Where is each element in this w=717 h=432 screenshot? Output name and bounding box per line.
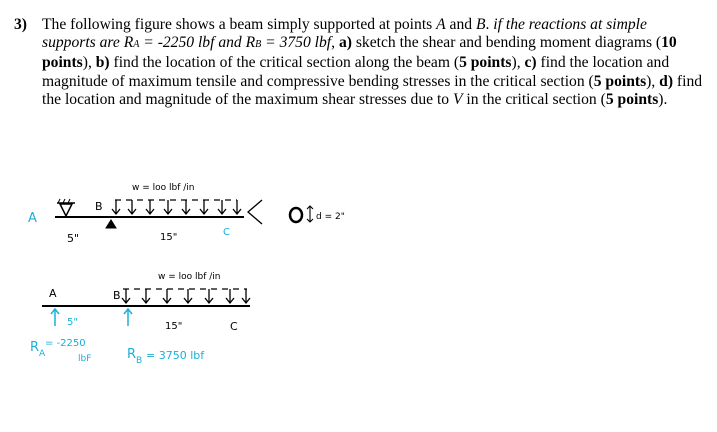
shear-v: V: [452, 90, 463, 108]
reaction-a-value: = -2250: [45, 338, 86, 349]
label-b: B: [95, 200, 103, 213]
text-run: find the location of the critical section along the beam (: [109, 54, 460, 72]
text-run: find the location and magnitude of the maximum shear stresses due to: [42, 72, 703, 108]
load-label: w = loo lbf /in: [158, 272, 221, 282]
part-d-label: d): [659, 72, 674, 90]
text-run: .: [485, 16, 494, 33]
text-run: ),: [646, 72, 660, 90]
label-c: C: [223, 227, 230, 238]
reaction-a-symbol: R: [30, 340, 40, 355]
text-run: and: [445, 16, 476, 33]
text-run: = -2250 lbf and R: [139, 34, 256, 52]
points-c: 5 points: [593, 72, 647, 90]
points-b: 5 points: [459, 54, 512, 72]
reaction-b-value: = 3750 lbf: [146, 349, 205, 362]
part-b-label: b): [95, 54, 110, 72]
text-run: ),: [82, 54, 96, 72]
text-run: if the reactions at simple supports are R: [42, 16, 647, 52]
support-a-icon: [60, 204, 72, 216]
reaction-b-label: [127, 347, 142, 366]
point-b: B: [475, 16, 486, 33]
reaction-a-arrow-icon: [51, 309, 59, 326]
reaction-a-subscript: A: [39, 349, 46, 359]
text-run: find the location and magnitude of maximum tensile and compressive bending stresses in the critical section (: [42, 54, 670, 90]
distributed-load-icon: [112, 200, 241, 214]
subscript-b: B: [255, 39, 262, 51]
figure-2: [30, 272, 250, 366]
text-run: in the critical section (: [462, 90, 606, 108]
figure-1: [28, 183, 345, 245]
dim-bc: 15": [165, 321, 183, 332]
text-run: sketch the shear and bending moment diagrams (: [351, 34, 662, 52]
part-c-label: c): [524, 54, 537, 72]
problem-number: 3): [14, 16, 27, 33]
reaction-b-arrow-icon: [124, 309, 132, 326]
dim-bc: 15": [160, 232, 178, 243]
diameter-marker-icon: [307, 206, 313, 222]
points-d: 5 points: [605, 90, 659, 108]
point-a: A: [436, 16, 446, 33]
text-run: ).: [658, 90, 668, 108]
part-a-label: a): [338, 34, 352, 52]
cross-section-icon: [290, 208, 302, 222]
reaction-a-unit: lbF: [78, 354, 92, 364]
section-label: d = 2": [316, 212, 345, 222]
support-b-icon: [106, 220, 116, 228]
load-label: w = loo lbf /in: [132, 183, 195, 193]
text-run: The following figure shows a beam simply supported at points: [42, 16, 437, 33]
distributed-load-icon: [122, 289, 250, 303]
label-c: C: [230, 320, 238, 333]
label-a: A: [28, 211, 37, 226]
reaction-b-subscript: B: [136, 356, 143, 366]
reaction-b-symbol: R: [127, 347, 137, 362]
text-run: = 3750 lbf,: [261, 34, 339, 52]
view-marker-icon: [248, 200, 262, 224]
label-b: B: [113, 289, 121, 302]
dim-ab: 5": [67, 317, 78, 328]
points-a: 10 points: [42, 34, 677, 72]
subscript-a: A: [133, 39, 140, 51]
reaction-a-label: [30, 340, 46, 359]
label-a: A: [49, 287, 57, 300]
dim-ab: 5": [67, 232, 80, 245]
text-run: ),: [511, 54, 525, 72]
